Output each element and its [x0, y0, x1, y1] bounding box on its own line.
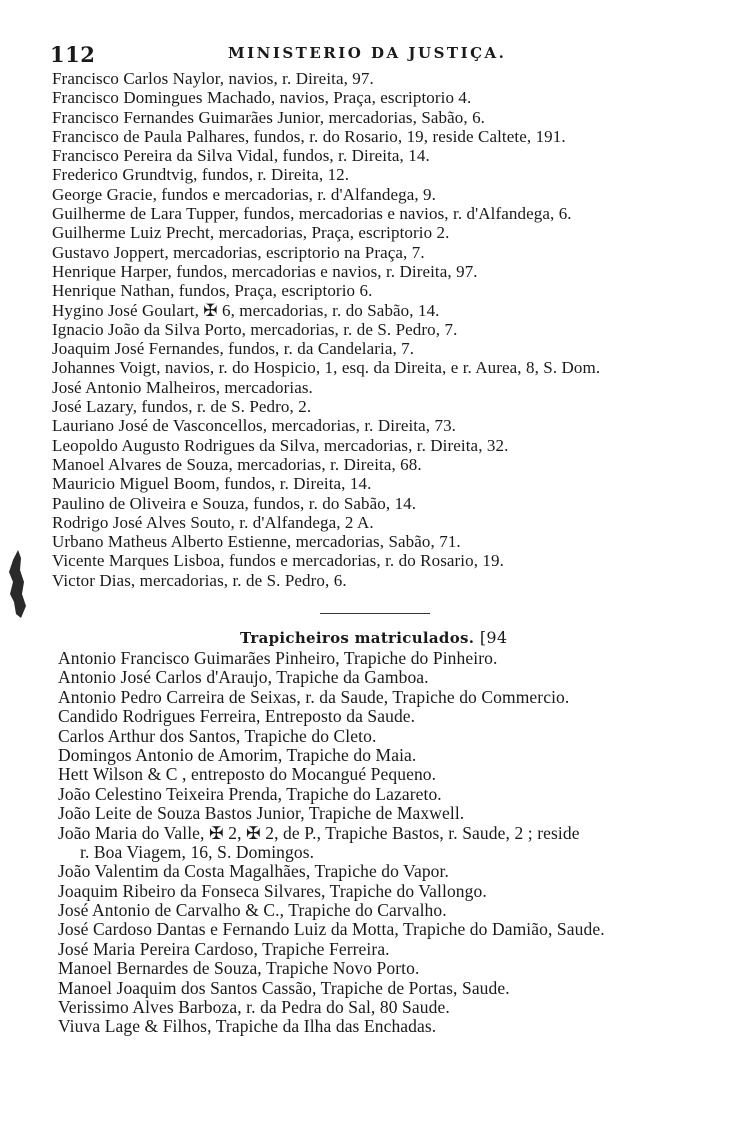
list-item: Hett Wilson & C , entreposto do Mocangué Pequeno.: [58, 764, 437, 785]
page-header: [50, 42, 520, 66]
list-item: Vicente Marques Lisboa, fundos e mercadorias, r. do Rosario, 19.: [52, 551, 504, 571]
trapicheiros-list: [58, 649, 718, 1037]
list-item: José Antonio de Carvalho & C., Trapiche do Carvalho.: [58, 900, 447, 921]
list-item: Antonio Francisco Guimarães Pinheiro, Trapiche do Pinheiro.: [58, 648, 498, 668]
list-item: José Lazary, fundos, r. de S. Pedro, 2.: [52, 397, 312, 417]
list-item-continuation: r. Boa Viagem, 16, S. Domingos.: [80, 841, 315, 862]
list-item: Manoel Bernardes de Souza, Trapiche Novo Porto.: [58, 958, 420, 979]
list-item: Rodrigo José Alves Souto, r. d'Alfandega, 2 A.: [52, 512, 374, 532]
list-item: Henrique Nathan, fundos, Praça, escriptorio 6.: [52, 281, 373, 301]
list-item: Francisco Domingues Machado, navios, Praça, escriptorio 4.: [52, 88, 472, 108]
list-item: Paulino de Oliveira e Souza, fundos, r. do Sabão, 14.: [52, 493, 417, 513]
merchant-list: [52, 69, 712, 590]
list-item: Joaquim Ribeiro da Fonseca Silvares, Trapiche do Vallongo.: [58, 880, 487, 901]
list-item: Antonio José Carlos d'Araujo, Trapiche da Gamboa.: [58, 667, 429, 688]
list-item: Guilherme de Lara Tupper, fundos, mercadorias e navios, r. d'Alfandega, 6.: [52, 204, 572, 224]
page-number: 112: [50, 42, 96, 67]
section-title: Trapicheiros matriculados.: [240, 629, 475, 647]
list-item: Manoel Joaquim dos Santos Cassão, Trapiche de Portas, Saude.: [58, 977, 510, 998]
list-item: José Cardoso Dantas e Fernando Luiz da Motta, Trapiche do Damião, Saude.: [58, 919, 605, 940]
list-item: João Celestino Teixeira Prenda, Trapiche do Lazareto.: [58, 783, 442, 804]
list-item: Francisco de Paula Palhares, fundos, r. do Rosario, 19, reside Caltete, 191.: [52, 126, 566, 146]
list-item: Urbano Matheus Alberto Estienne, mercadorias, Sabão, 71.: [52, 532, 461, 552]
list-item: João Maria do Valle, ✠ 2, ✠ 2, de P., Trapiche Bastos, r. Saude, 2 ; reside: [58, 822, 580, 843]
list-item: Victor Dias, mercadorias, r. de S. Pedro, 6.: [52, 570, 347, 590]
list-item: Frederico Grundtvig, fundos, r. Direita, 12.: [52, 165, 350, 185]
list-item: Carlos Arthur dos Santos, Trapiche do Cleto.: [58, 725, 377, 746]
list-item: Lauriano José de Vasconcellos, mercadorias, r. Direita, 73.: [52, 416, 457, 436]
list-item: Guilherme Luiz Precht, mercadorias, Praça, escriptorio 2.: [52, 223, 450, 243]
list-item: João Leite de Souza Bastos Junior, Trapiche de Maxwell.: [58, 803, 465, 824]
section-divider: [320, 613, 430, 614]
list-item: Francisco Pereira da Silva Vidal, fundos, r. Direita, 14.: [52, 146, 430, 166]
list-item: José Maria Pereira Cardoso, Trapiche Ferreira.: [58, 938, 390, 959]
list-item: Antonio Pedro Carreira de Seixas, r. da Saude, Trapiche do Commercio.: [58, 686, 570, 707]
list-item: Manoel Alvares de Souza, mercadorias, r. Direita, 68.: [52, 454, 422, 474]
list-item: Candido Rodrigues Ferreira, Entreposto da Saude.: [58, 706, 416, 727]
binding-mark: [4, 548, 28, 620]
list-item: Francisco Carlos Naylor, navios, r. Direita, 97.: [52, 69, 374, 88]
list-item: Mauricio Miguel Boom, fundos, r. Direita, 14.: [52, 474, 372, 494]
list-item: Henrique Harper, fundos, mercadorias e navios, r. Direita, 97.: [52, 261, 478, 281]
list-item: Hygino José Goulart, ✠ 6, mercadorias, r. do Sabão, 14.: [52, 300, 440, 320]
list-item: Verissimo Alves Barboza, r. da Pedra do Sal, 80 Saude.: [58, 997, 450, 1018]
list-item: Francisco Fernandes Guimarães Junior, mercadorias, Sabão, 6.: [52, 107, 486, 127]
list-item: João Valentim da Costa Magalhães, Trapiche do Vapor.: [58, 861, 449, 882]
list-item: Leopoldo Augusto Rodrigues da Silva, mercadorias, r. Direita, 32.: [52, 435, 509, 455]
section-count: [94: [479, 628, 508, 647]
list-item: Domingos Antonio de Amorim, Trapiche do Maia.: [58, 744, 417, 765]
list-item: José Antonio Malheiros, mercadorias.: [52, 377, 313, 397]
list-item: Joaquim José Fernandes, fundos, r. da Candelaria, 7.: [52, 339, 415, 359]
section-heading: [240, 628, 507, 647]
list-item: George Gracie, fundos e mercadorias, r. d'Alfandega, 9.: [52, 184, 436, 204]
list-item: Ignacio João da Silva Porto, mercadorias, r. de S. Pedro, 7.: [52, 319, 458, 339]
list-item: Johannes Voigt, navios, r. do Hospicio, 1, esq. da Direita, e r. Aurea, 8, S. Dom.: [52, 358, 601, 378]
list-item: Gustavo Joppert, mercadorias, escriptorio na Praça, 7.: [52, 242, 425, 262]
list-item: Viuva Lage & Filhos, Trapiche da Ilha das Enchadas.: [58, 1016, 437, 1037]
running-head: MINISTERIO DA JUSTIÇA.: [228, 44, 507, 62]
